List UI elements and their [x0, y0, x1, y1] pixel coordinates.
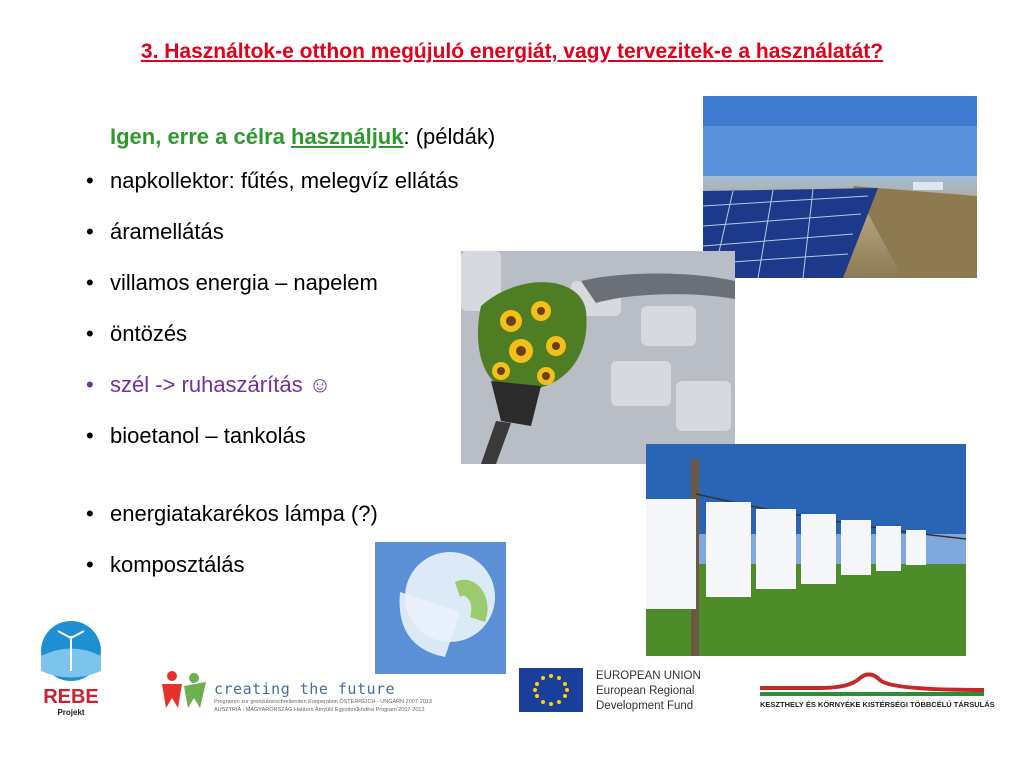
eu-logo-line: European Regional [596, 685, 695, 697]
list-item-text: bioetanol – tankolás [110, 423, 306, 448]
keszthely-wave-icon [760, 666, 984, 698]
list-item [86, 168, 459, 194]
list-item-highlight [86, 372, 331, 398]
bullet-dot: • [86, 270, 94, 295]
laundry-line-photo [646, 444, 966, 656]
rebe-logo [36, 616, 106, 726]
eu-flag-icon [519, 668, 583, 712]
intro-line [110, 124, 495, 150]
bullet-dot: • [86, 219, 94, 244]
figures-icon [160, 668, 210, 712]
keszthely-logo [760, 666, 995, 718]
list-item-text: napkollektor: fűtés, melegvíz ellátás [110, 168, 459, 193]
list-item-text: energiatakarékos lámpa (?) [110, 501, 378, 526]
list-item-text: villamos energia – napelem [110, 270, 378, 295]
list-item [86, 501, 378, 527]
rebe-logo-name: REBE [43, 686, 99, 708]
bullet-dot: • [86, 168, 94, 193]
list-item [86, 423, 306, 449]
ctf-title: creating the future [214, 680, 396, 698]
list-item [86, 219, 224, 245]
slide-title: 3. Használtok-e otthon megújuló energiát, vagy tervezitek-e a használatát? [140, 40, 884, 63]
intro-emphasis: használjuk [291, 124, 404, 149]
list-item [86, 321, 187, 347]
list-item-text: komposztálás [110, 552, 245, 577]
intro-lead: Igen, erre a célra [110, 124, 291, 149]
ctf-sub-line: AUSZTRIA - MAGYARORSZÁG Határon Átnyúló Együttműködési Program 2007-2013 [214, 707, 425, 713]
bullet-dot: • [86, 321, 94, 346]
intro-rest: : (példák) [403, 124, 496, 149]
keszthely-logo-text: KESZTHELY ÉS KÖRNYÉKE KISTÉRSÉGI TÖBBCÉLÚ TÁRSULÁS [760, 700, 995, 709]
rebe-logo-sub: Projekt [57, 708, 85, 717]
bullet-dot: • [86, 423, 94, 448]
eu-logo-line: EUROPEAN UNION [596, 670, 701, 682]
eu-logo-line: Development Fund [596, 700, 694, 712]
list-item-text: áramellátás [110, 219, 224, 244]
eu-logo [519, 668, 719, 716]
energy-saving-lamp-photo [375, 542, 506, 674]
list-item-text: szél -> ruhaszárítás ☺ [110, 372, 332, 397]
list-item [86, 270, 378, 296]
solar-panel-photo [703, 96, 977, 278]
creating-the-future-logo [160, 668, 460, 716]
list-item [86, 552, 245, 578]
bullet-dot: • [86, 501, 94, 526]
list-item-text: öntözés [110, 321, 188, 346]
biofuel-nozzle-photo [461, 251, 735, 464]
ctf-sub-line: Programm zur grenzüberschreitenden Kooperation ÖSTERREICH - UNGARN 2007-2013 [214, 699, 432, 705]
rebe-emblem-icon [36, 616, 106, 686]
bullet-dot: • [86, 552, 94, 577]
bullet-dot: • [86, 372, 94, 397]
